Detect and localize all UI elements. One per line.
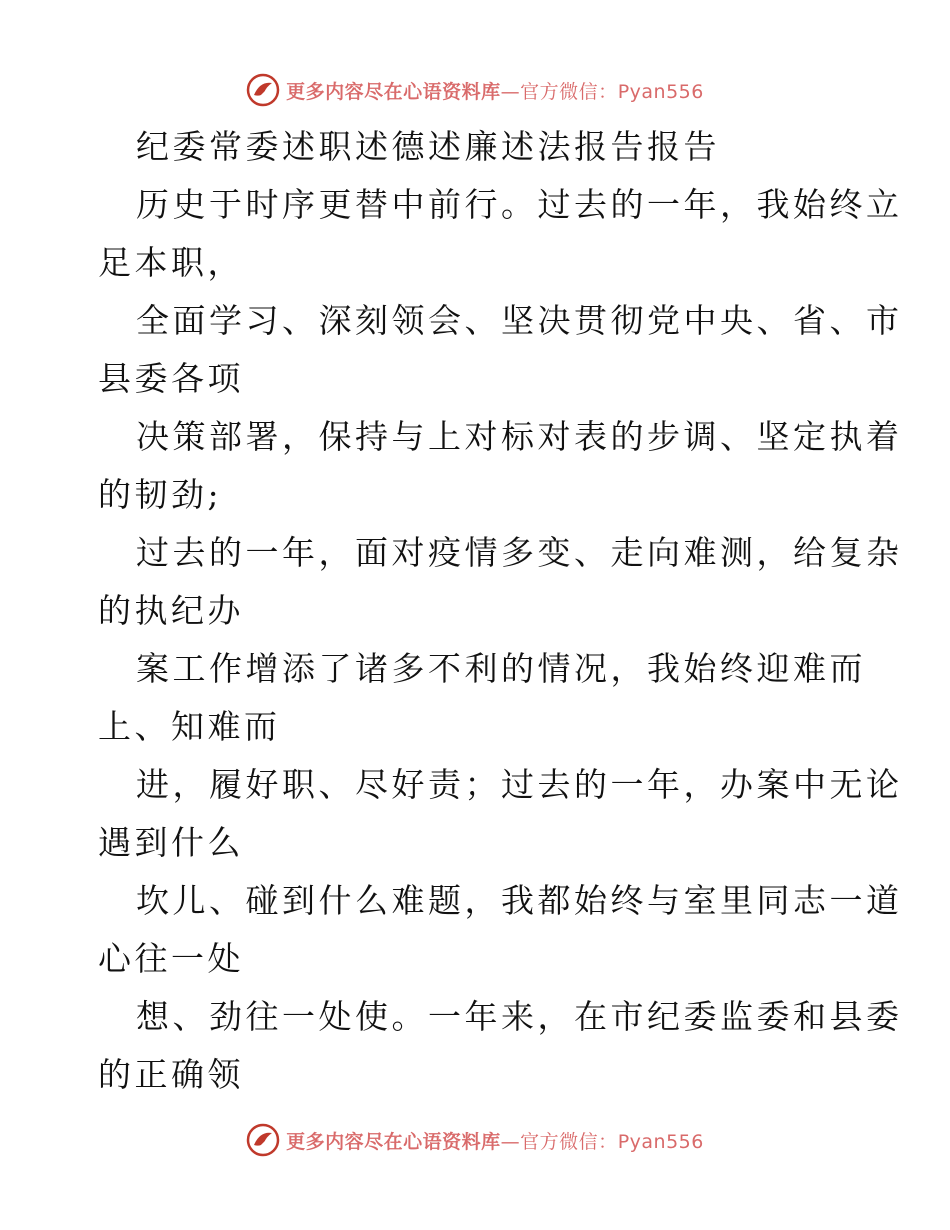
brand-logo-icon <box>246 1123 280 1157</box>
paragraph-line: 的韧劲; <box>98 475 223 514</box>
footer-watermark <box>0 1120 950 1160</box>
document-title: 纪委常委述职述德述廉述法报告报告 <box>136 127 720 166</box>
paragraph-line: 上、知难而 <box>98 707 281 746</box>
watermark-contact-id: Pyan556 <box>617 1130 704 1153</box>
header-watermark <box>0 70 950 110</box>
paragraph-line: 足本职， <box>98 243 244 282</box>
watermark-contact-label: 官方微信： <box>520 1130 618 1153</box>
watermark-dash: — <box>500 80 521 103</box>
paragraph-line: 决策部署，保持与上对标对表的步调、坚定执着 <box>136 417 903 456</box>
watermark-text <box>286 77 704 104</box>
paragraph-line: 的正确领 <box>98 1055 244 1094</box>
watermark-contact-label: 官方微信： <box>520 80 618 103</box>
paragraph-line: 县委各项 <box>98 359 244 398</box>
brand-logo-icon <box>246 73 280 107</box>
paragraph-line: 全面学习、深刻领会、坚决贯彻党中央、省、市 <box>136 301 903 340</box>
paragraph-line: 遇到什么 <box>98 823 244 862</box>
watermark-brand: 更多内容尽在心语资料库 <box>286 1130 501 1153</box>
paragraph-line: 想、劲往一处使。一年来，在市纪委监委和县委 <box>136 997 903 1036</box>
watermark-dash: — <box>500 1130 521 1153</box>
paragraph-line: 历史于时序更替中前行。过去的一年，我始终立 <box>136 185 903 224</box>
paragraph-line: 坎儿、碰到什么难题，我都始终与室里同志一道 <box>136 881 903 920</box>
watermark-brand: 更多内容尽在心语资料库 <box>286 80 501 103</box>
paragraph-line: 心往一处 <box>98 939 244 978</box>
watermark-contact-id: Pyan556 <box>617 80 704 103</box>
paragraph-line: 的执纪办 <box>98 591 244 630</box>
document-body <box>98 118 903 1104</box>
paragraph-line: 进，履好职、尽好责；过去的一年，办案中无论 <box>136 765 903 804</box>
paragraph-line: 过去的一年，面对疫情多变、走向难测，给复杂 <box>136 533 903 572</box>
watermark-text <box>286 1127 704 1154</box>
paragraph-line: 案工作增添了诸多不利的情况，我始终迎难而 <box>136 649 866 688</box>
